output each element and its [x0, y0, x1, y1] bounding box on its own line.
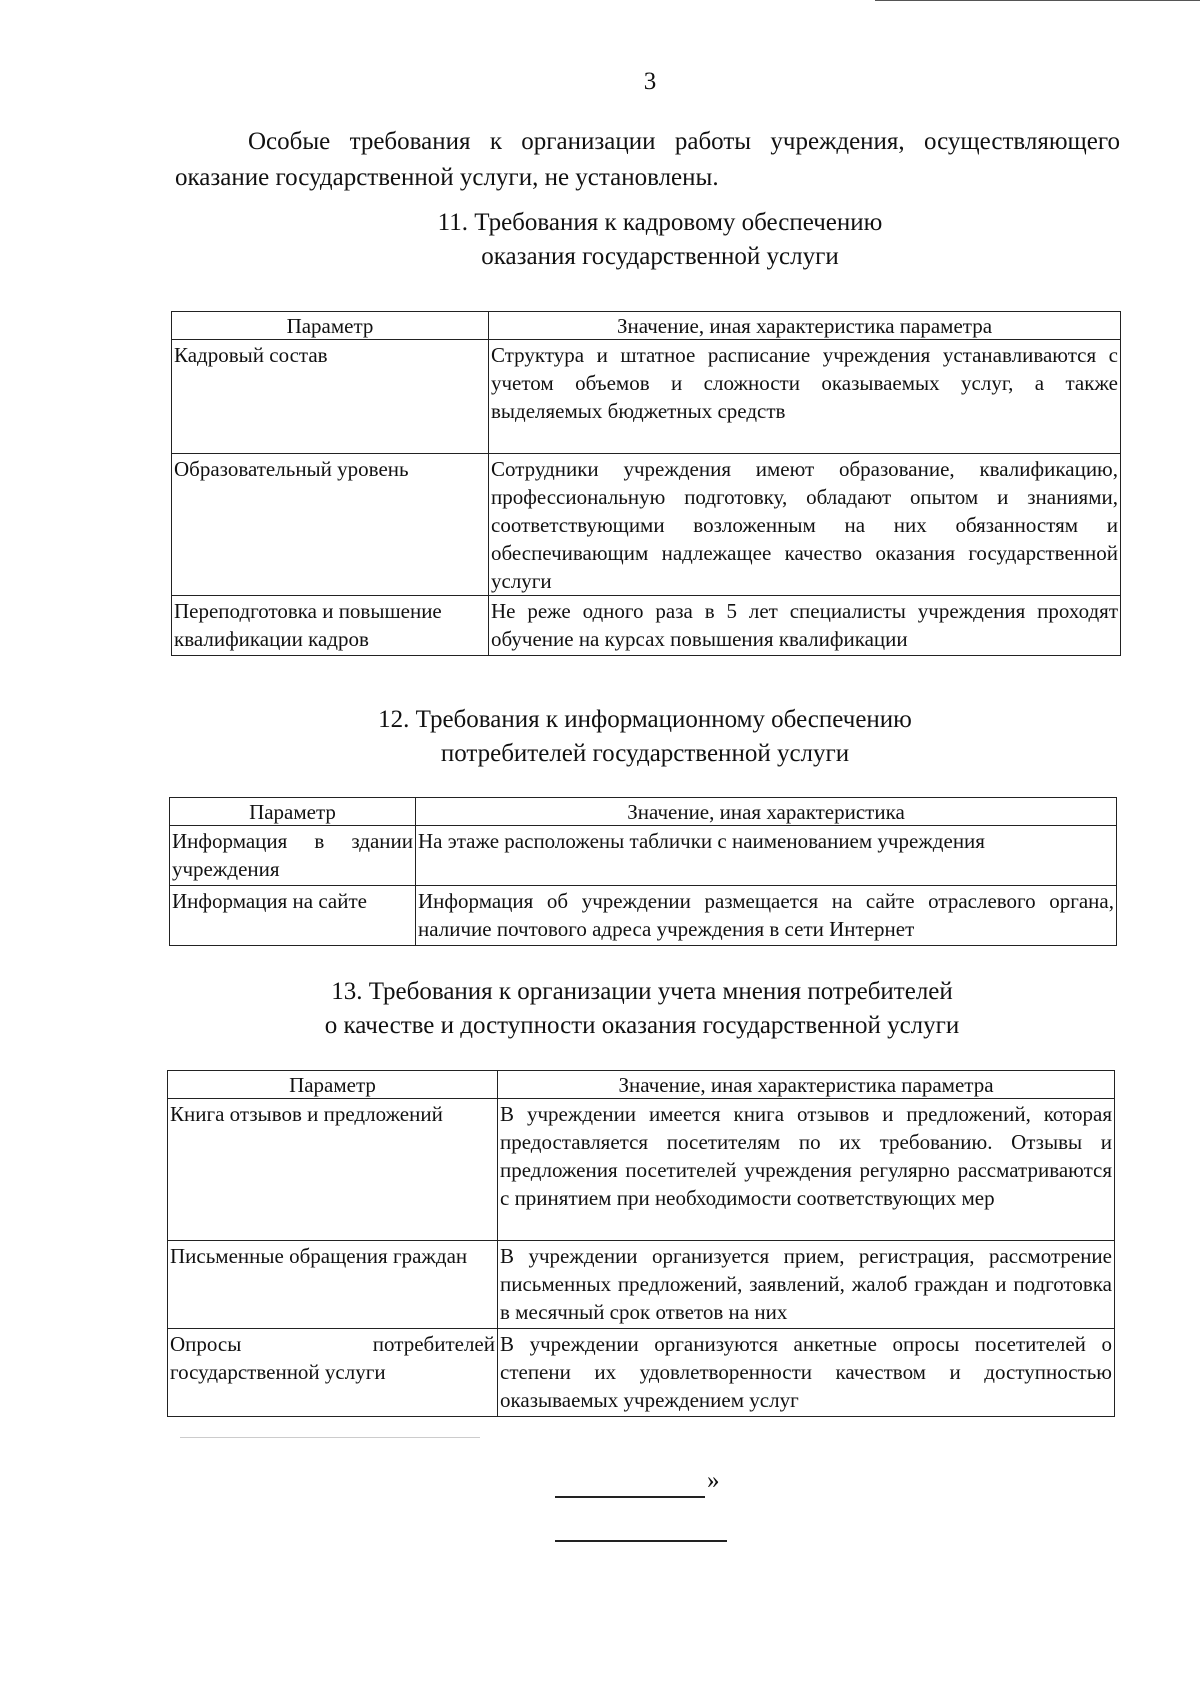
header-parameter: Параметр: [172, 312, 489, 340]
table-row: [168, 1329, 1115, 1417]
row-parameter: Кадровый состав: [172, 340, 489, 454]
top-edge-rule: [875, 0, 1200, 1]
header-value: Значение, иная характеристика параметра: [498, 1071, 1115, 1099]
table-row: [170, 826, 1117, 886]
feedback-table: [167, 1070, 1115, 1417]
row-parameter: Информация на сайте: [170, 886, 416, 946]
header-value: Значение, иная характеристика параметра: [489, 312, 1121, 340]
row-parameter: Опросы потребителей государственной услуги: [168, 1329, 498, 1417]
table-header-row: [168, 1071, 1115, 1099]
row-parameter: Переподготовка и повышение квалификации кадров: [172, 596, 489, 656]
section-13-title-line1: 13. Требования к организации учета мнения потребителей: [331, 978, 953, 1005]
closing-quote: »: [707, 1467, 720, 1494]
row-value: Структура и штатное расписание учреждения устанавливаются с учетом объемов и сложности оказываемых услуг, а также выделяемых бюджетных средств: [489, 340, 1121, 454]
signature-line-2: [555, 1540, 727, 1542]
section-12-title: [245, 703, 1045, 771]
table-row: [172, 596, 1121, 656]
row-parameter: Книга отзывов и предложений: [168, 1099, 498, 1241]
header-parameter: Параметр: [168, 1071, 498, 1099]
section-11-title-line1: 11. Требования к кадровому обеспечению: [437, 209, 883, 236]
staffing-table: [171, 311, 1121, 656]
row-parameter: Письменные обращения граждан: [168, 1241, 498, 1329]
header-parameter: Параметр: [170, 798, 416, 826]
row-value: В учреждении организуется прием, регистрация, рассмотрение письменных предложений, заявлений, жалоб граждан и подготовка в месячный срок ответов на них: [498, 1241, 1115, 1329]
row-parameter: Информация в здании учреждения: [170, 826, 416, 886]
row-value: В учреждении организуются анкетные опросы посетителей о степени их удовлетворенности качеством и доступностью оказываемых учреждением услуг: [498, 1329, 1115, 1417]
header-value: Значение, иная характеристика: [416, 798, 1117, 826]
intro-paragraph: Особые требования к организации работы учреждения, осуществляющего оказание государственной услуги, не установлены.: [175, 128, 1120, 191]
section-12-title-line1: 12. Требования к информационному обеспечению: [378, 706, 912, 733]
section-11-title-line2: оказания государственной услуги: [481, 243, 839, 270]
table-row: [170, 886, 1117, 946]
table-row: [168, 1241, 1115, 1329]
row-value: Сотрудники учреждения имеют образование, квалификацию, профессиональную подготовку, обладают опытом и знаниями, соответствующими возложенным на них обязанностям и обеспечивающим надлежащее качество оказания государственной услуги: [489, 454, 1121, 596]
table-row: [172, 454, 1121, 596]
section-13-title: [242, 975, 1042, 1043]
row-parameter: Образовательный уровень: [172, 454, 489, 596]
row-value: Информация об учреждении размещается на сайте отраслевого органа, наличие почтового адреса учреждения в сети Интернет: [416, 886, 1117, 946]
row-value: Не реже одного раза в 5 лет специалисты учреждения проходят обучение на курсах повышения квалификации: [489, 596, 1121, 656]
scan-artifact-line: [180, 1437, 480, 1438]
signature-line-1: [555, 1496, 705, 1498]
table-row: [168, 1099, 1115, 1241]
section-11-title: [260, 206, 1060, 274]
row-value: На этаже расположены таблички с наименованием учреждения: [416, 826, 1117, 886]
table-header-row: [170, 798, 1117, 826]
information-table: [169, 797, 1117, 946]
section-13-title-line2: о качестве и доступности оказания государственной услуги: [324, 1012, 960, 1039]
row-value: В учреждении имеется книга отзывов и предложений, которая предоставляется посетителям по их требованию. Отзывы и предложения посетителей учреждения регулярно рассматриваются с принятием при необходимости соответствующих мер: [498, 1099, 1115, 1241]
table-header-row: [172, 312, 1121, 340]
section-12-title-line2: потребителей государственной услуги: [440, 740, 850, 767]
table-row: [172, 340, 1121, 454]
page-number: 3: [643, 68, 657, 95]
